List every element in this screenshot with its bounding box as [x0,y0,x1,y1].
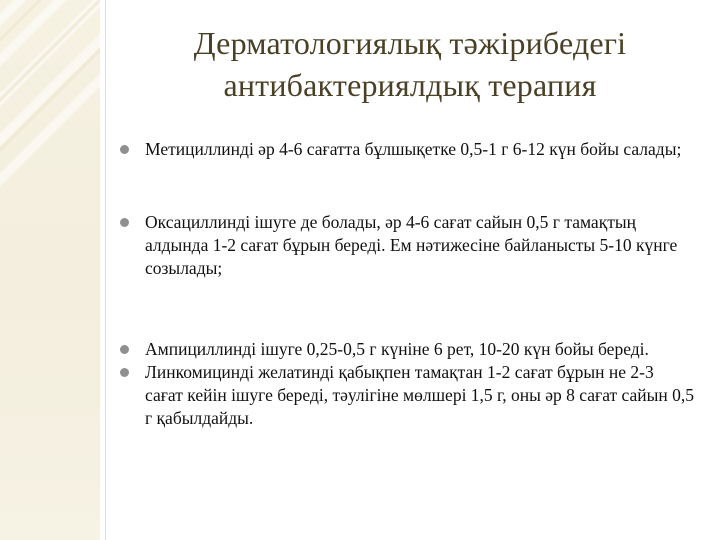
bullet-text: Ампициллинді ішуге 0,25-0,5 г күніне 6 рет, 10-20 күн бойы береді. [145,339,649,359]
bullet-text: Линкомицинді желатинді қабықпен тамақтан 1-2 сағат бұрын не 2-3 сағат кейін ішуге береді, тәулігіне мөлшері 1,5 г, оны әр 8 сағат сайын 0,5 г қабылдайды. [145,362,695,428]
bullet-dot-icon [120,218,129,227]
bullet-item [120,138,695,161]
bullet-item [120,338,695,361]
slide-title [130,22,690,106]
bullet-list [120,138,695,430]
bullet-item [120,361,695,430]
decorative-stripes [0,0,100,540]
side-divider [105,0,106,540]
bullet-item [120,211,695,280]
slide-title-line-1: Дерматологиялық тәжірибедегі [193,25,627,61]
bullet-text: Оксациллинді ішуге де болады, әр 4-6 сағат сайын 0,5 г тамақтың алдында 1-2 сағат бұрын береді. Ем нәтижесіне байланысты 5-10 күнге созылады; [145,212,678,278]
slide-title-line-2: антибактериялдық терапия [223,67,597,103]
decorative-side-panel [0,0,100,540]
bullet-dot-icon [120,368,129,377]
bullet-dot-icon [120,345,129,354]
bullet-dot-icon [120,145,129,154]
bullet-text: Метициллинді әр 4-6 сағатта бұлшықетке 0,5-1 г 6-12 күн бойы салады; [145,139,682,159]
